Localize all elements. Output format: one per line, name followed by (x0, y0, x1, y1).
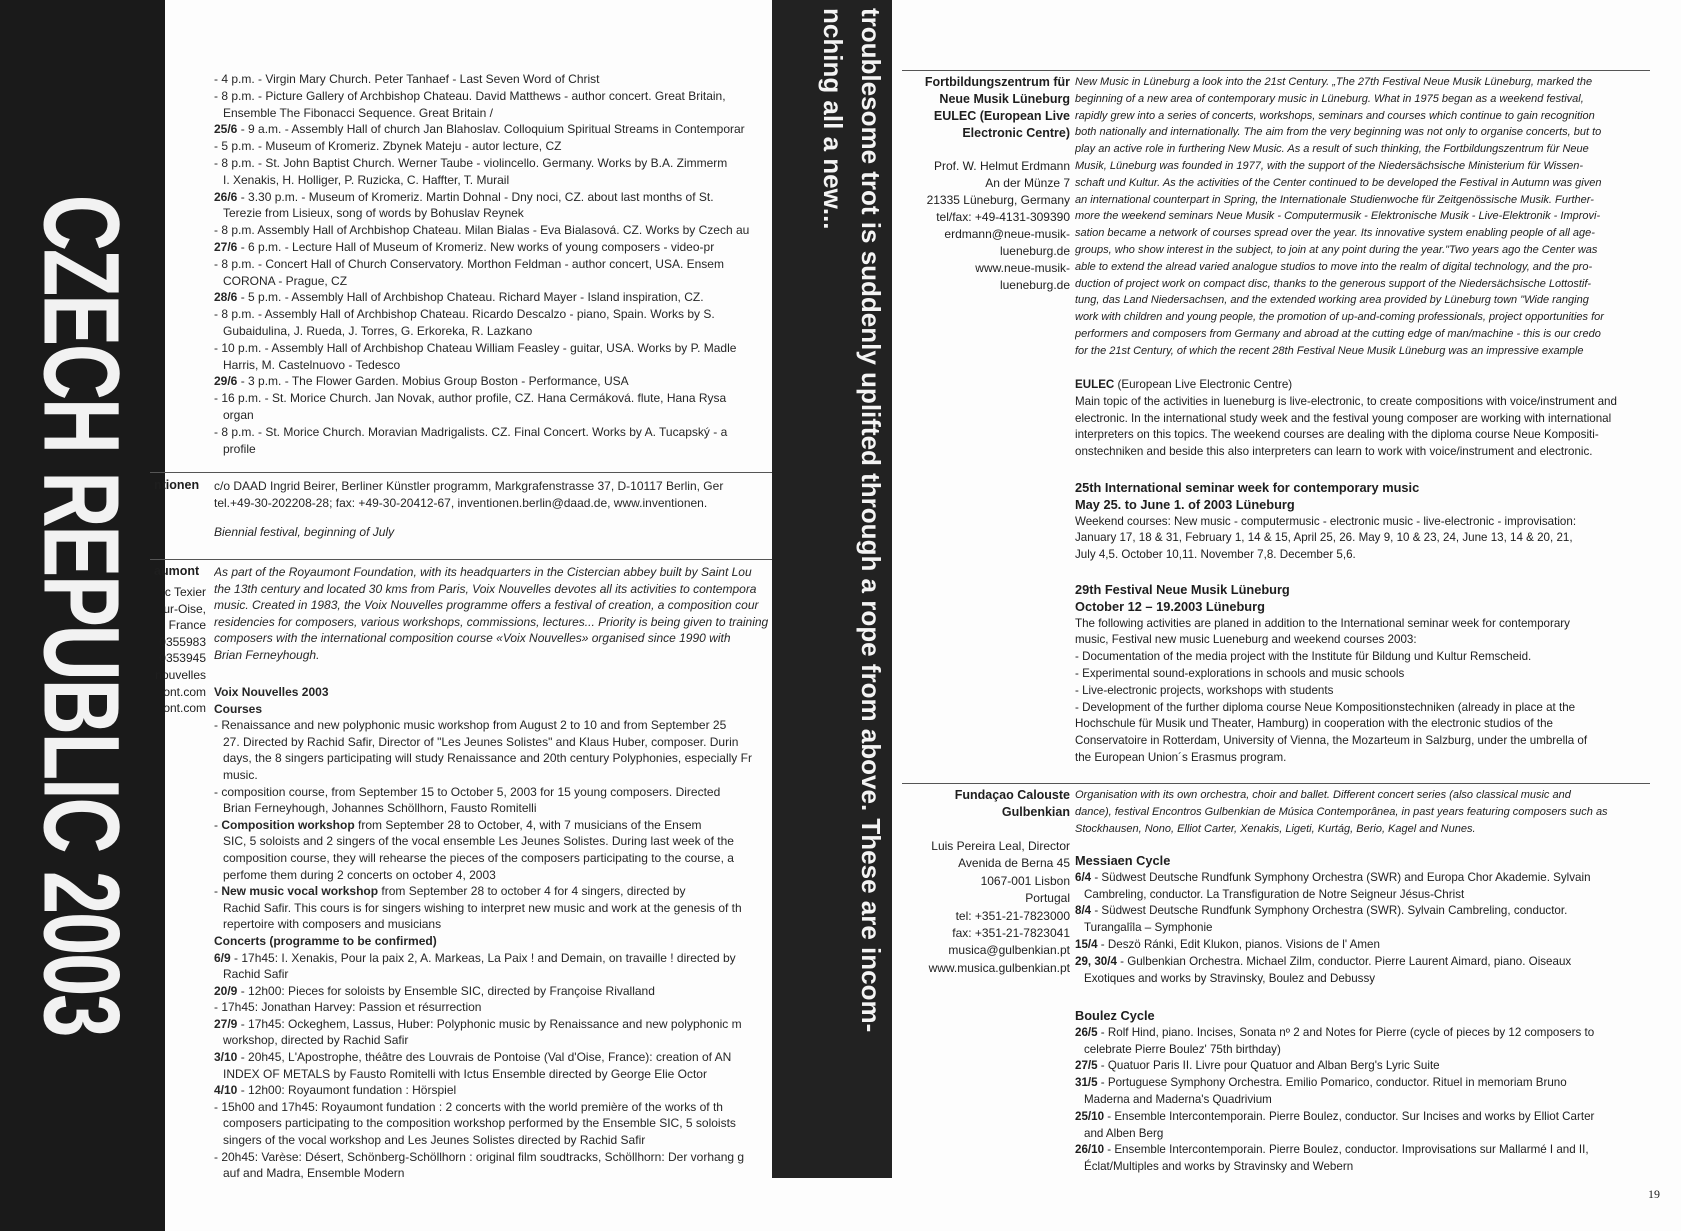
course-line: 27. Directed by Rachid Safir, Director of "Les Jeunes Solistes" and Klaus Huber, composer. Durin (223, 734, 739, 749)
fbz-text-line: work with children and young people, the promotion of up-and-coming professionals, project opportunities for (1075, 311, 1604, 324)
inventionen-line: c/o DAAD Ingrid Beirer, Berliner Künstler programm, Markgrafenstrasse 37, D-10117 Berlin, Ger (214, 479, 724, 493)
program-line (214, 373, 770, 390)
program-line: Terezie from Lisieux, song of words by Bohuslav Reynek (223, 206, 524, 221)
section-rule (902, 70, 1650, 71)
concert-line (214, 1049, 770, 1066)
royaumont-address-line: nouvelles (155, 667, 206, 682)
seminar-text-line: Weekend courses: New music - computermusic - electronic music - live-electronic - improvisation: (1075, 514, 1577, 528)
royaumont-address-line: ont.com (163, 701, 206, 716)
program-line: profile (223, 441, 256, 456)
boulez-line-date: 26/10 (1075, 1143, 1105, 1157)
course-line-text: from September 28 to october 4 for 4 singers, directed by (378, 884, 686, 899)
boulez-line-date: 26/5 (1075, 1025, 1098, 1039)
program-line: - 10 p.m. - Assembly Hall of Archbishop Chateau William Feasley - guitar, USA. Works by P. Madle (214, 340, 737, 355)
center-quote-strip (772, 0, 892, 1178)
gulbenkian-contact-line: www.musica.gulbenkian.pt (928, 960, 1070, 975)
gulbenkian-contact (880, 838, 1070, 977)
gulbenkian-intro-line: Stockhausen, Nono, Elliot Carter, Xenakis, Ligeti, Kurtág, Berio, Kagel and Nunes. (1075, 822, 1476, 835)
gulbenkian-contact-line: Avenida de Berna 45 (958, 856, 1070, 871)
program-line: - 8 p.m. - St. Morice Church. Moravian Madrigalists. CZ. Final Concert. Works by A. Tucapský - a (214, 424, 728, 439)
concert-line-text: - 17h45: Ockeghem, Lassus, Huber: Polyphonic music by Renaissance and new polyphonic m (237, 1016, 742, 1031)
fbz-contact-line: lueneburg.de (999, 278, 1070, 292)
gulbenkian-label-line: Gulbenkian (1001, 805, 1070, 819)
fbz-text-line: New Music in Lüneburg a look into the 21st Century. „The 27th Festival Neue Musik Lüneburg, marked the (1075, 76, 1593, 88)
eulec-block (1075, 377, 1650, 461)
boulez-line-text: - Quatuor Paris II. Livre pour Quatuor and Alban Berg's Lyric Suite (1097, 1059, 1440, 1073)
messiaen-line (1075, 903, 1650, 920)
festival-heading: 29th Festival Neue Musik Lüneburg (1075, 582, 1290, 597)
boulez-block (1075, 1008, 1650, 1176)
fbz-text-line: an international counterpart in Spring, the Internationale Studienwoche für Zeitgenössische Musik. Further- (1075, 193, 1594, 206)
boulez-line-text: celebrate Pierre Boulez' 75th birthday) (1084, 1042, 1281, 1056)
royaumont-address-line: ur-Oise, (163, 601, 206, 616)
royaumont-label: aumont (154, 564, 200, 578)
concert-line: Rachid Safir (223, 967, 289, 982)
fbz-text-line: Musik, Lüneburg was founded in 1977, with the support of the Niedersächsische Ministerium für Wissen- (1075, 159, 1583, 172)
gulbenkian-contact-line: fax: +351-21-7823041 (952, 926, 1070, 941)
gulbenkian-labels (880, 787, 1070, 821)
fbz-text-line: schaft und Kultur. As the activities of the Center continued to be developed the Festival in Autumn was given (1075, 176, 1602, 189)
eulec-text-line: Main topic of the activities in lueneburg is live-electronic, to create compositions with voice/instrument and (1075, 394, 1617, 408)
fortbildungszentrum-contact (880, 158, 1070, 294)
concert-line (214, 950, 770, 967)
fbz-contact-line: www.neue-musik- (975, 261, 1070, 275)
boulez-line-text: - Rolf Hind, piano. Incises, Sonata nº 2 and Notes for Pierre (cycle of pieces by 12 composers to (1097, 1025, 1595, 1039)
program-line: - 5 p.m. - Museum of Kromeriz. Zbynek Mateju - autor lecture, CZ (214, 139, 562, 154)
boulez-line-text: - Portuguese Symphony Orchestra. Emilio Pomarico, conductor. Rituel in memoriam Bruno (1097, 1076, 1567, 1090)
courses-list (214, 717, 770, 933)
eulec-description (1075, 394, 1650, 461)
messiaen-list (1075, 870, 1650, 988)
concert-line-date: 20/9 (214, 983, 238, 998)
course-line: Brian Ferneyhough, Johannes Schöllhorn, Fausto Romitelli (223, 801, 537, 816)
concert-line: - 15h00 and 17h45: Royaumont fundation : 2 concerts with the world première of the works of th (214, 1099, 723, 1114)
gulbenkian-contact-line: tel: +351-21-7823000 (955, 908, 1070, 923)
royaumont-intro-line: Brian Ferneyhough. (214, 647, 320, 662)
course-line (214, 883, 770, 900)
concerts-title: Concerts (programme to be confirmed) (214, 933, 437, 948)
concert-line: workshop, directed by Rachid Safir (223, 1033, 409, 1048)
festival-text-line: music, Festival new music Lueneburg and weekend courses 2003: (1075, 633, 1417, 647)
banner-title-text: CZECH REPUBLIC 2003 (21, 194, 143, 1036)
boulez-line (1075, 1058, 1650, 1075)
festival-item: - Documentation of the media project with the Institute für Bildung und Kultur Remscheid. (1075, 650, 1532, 664)
inventionen-label: ntionen (154, 478, 200, 492)
course-line: music. (223, 767, 258, 782)
royaumont-intro (214, 564, 770, 664)
messiaen-line-text: - Deszö Ránki, Edit Klukon, pianos. Visions de l' Amen (1097, 937, 1380, 951)
program-line: - 8 p.m. - St. John Baptist Church. Werner Taube - violincello. Germany. Works by B.A. Zimmerm (214, 155, 728, 170)
messiaen-line-text: Cambreling, conductor. La Transfiguration de Notre Seigneur Jésus-Christ (1084, 887, 1465, 901)
messiaen-line-text: Exotiques and works by Stravinsky, Boulez and Debussy (1084, 971, 1376, 985)
messiaen-line (1075, 870, 1650, 887)
messiaen-title: Messiaen Cycle (1075, 853, 1171, 868)
messiaen-line (1075, 971, 1650, 988)
concert-line: singers of the vocal workshop and Les Jeunes Solistes directed by Rachid Safir (223, 1133, 646, 1148)
inventionen-note: Biennial festival, beginning of July (214, 524, 395, 539)
royaumont-address-line: France (168, 618, 206, 633)
section-rule (150, 559, 772, 560)
royaumont-intro-line: As part of the Royaumont Foundation, with its headquarters in the Cistercian abbey built by Saint Lou (214, 565, 752, 579)
royaumont-intro-line: music. Created in 1983, the Voix Nouvelles programme offers a festival of creation, a composition cour (214, 598, 759, 613)
royaumont-intro-line: residencies for composers, various workshops, commissions, lectures... Priority is being given to training (214, 614, 769, 629)
messiaen-line-text: - Gulbenkian Orchestra. Michael Zilm, conductor. Pierre Laurent Aimard, piano. Oiseaux (1116, 954, 1572, 968)
fbz-contact-line: 21335 Lüneburg, Germany (926, 193, 1070, 207)
boulez-line (1075, 1109, 1650, 1126)
seminar-text-line: July 4,5. October 10,11. November 7,8. December 5,6. (1075, 548, 1356, 562)
royaumont-intro-line: the 13th century and located 30 kms from Paris, Voix Nouvelles devotes all its activities to contempora (214, 581, 757, 596)
section-rule (902, 783, 1650, 784)
messiaen-line-date: 15/4 (1075, 937, 1098, 951)
fbz-label-line: Fortbildungszentrum für (924, 75, 1070, 89)
program-line: - 16 p.m. - St. Morice Church. Jan Novak, author profile, CZ. Hana Cermáková. flute, Hana Rysa (214, 391, 727, 406)
festival-item: - Live-electronic projects, workshops with students (1075, 683, 1334, 697)
fbz-contact-line: An der Münze 7 (985, 176, 1070, 190)
eulec-full: (European Live Electronic Centre) (1114, 378, 1293, 391)
program-line (214, 121, 770, 138)
program-line-date: 27/6 (214, 239, 238, 254)
program-line: - 4 p.m. - Virgin Mary Church. Peter Tanhaef - Last Seven Word of Christ (214, 72, 600, 86)
festival-item: Hochschule für Musik und Theater, Hamburg) in cooperation with the electronic studios of the (1075, 717, 1553, 731)
royaumont-address-line: 0353945 (159, 651, 206, 666)
eulec-bold: EULEC (1075, 378, 1115, 391)
program-line: - 8 p.m. - Concert Hall of Church Conservatory. Morthon Feldman - author concert, USA. Ensem (214, 256, 724, 271)
program-line (214, 289, 770, 306)
fbz-text-line: rapidly grew into a series of concerts, workshops, seminars and courses which continue to gain recognition (1075, 109, 1595, 122)
festival-block (1075, 582, 1650, 767)
fbz-label-line: EULEC (European Live (933, 109, 1070, 123)
course-line: - composition course, from September 15 to October 5, 2003 for 15 young composers. Directed (214, 784, 721, 799)
program-line-date: 25/6 (214, 122, 238, 137)
boulez-line-text: - Ensemble Intercontemporain. Pierre Boulez, conductor. Sur Incises and works by Elliot Carter (1104, 1109, 1595, 1123)
seminar-dates: May 25. to June 1. of 2003 Lüneburg (1075, 496, 1295, 512)
concerts-list (214, 950, 770, 1182)
festival-program-column (214, 71, 770, 457)
royaumont-address (140, 584, 206, 717)
boulez-line (1075, 1159, 1650, 1176)
program-line: - 8 p.m. - Assembly Hall of Archbishop Chateau. Ricardo Descalzo - piano, Spain. Works by S. (214, 307, 715, 322)
seminar-heading: 25th International seminar week for contemporary music (1075, 480, 1420, 495)
gulbenkian-intro (1075, 787, 1650, 837)
course-line-text: from September 28 to October, 4, with 7 musicians of the Ensem (354, 817, 702, 832)
course-line: - Renaissance and new polyphonic music workshop from August 2 to 10 and from September 25 (214, 718, 727, 733)
program-line (214, 239, 770, 256)
quote-line-1: troublesome trot is suddenly uplifted through a rope from above. These are incom- (856, 8, 886, 1033)
royaumont-address-line: rc Texier (160, 585, 206, 599)
messiaen-line-text: - Südwest Deutsche Rundfunk Symphony Orchestra (SWR). Sylvain Cambreling, conductor. (1091, 904, 1568, 918)
fortbildungszentrum-labels (880, 74, 1070, 142)
program-line: - 8 p.m. - Picture Gallery of Archbishop Chateau. David Matthews - author concert. Great Britain, (214, 88, 726, 103)
concert-line-text: - 20h45, L'Apostrophe, théâtre des Louvrais de Pontoise (Val d'Oise, France): creation of AN (237, 1050, 732, 1065)
program-line-text: - 5 p.m. - Assembly Hall of Archbishop Chateau. Richard Mayer - Island inspiration, CZ. (237, 290, 704, 305)
fbz-text-line: duction of project work on compact disc, thanks to the generous support of the Niedersächsische Lottostif- (1075, 277, 1592, 290)
concert-line (214, 1082, 770, 1099)
program-line-text: - 9 a.m. - Assembly Hall of church Jan Blahoslav. Colloquium Spiritual Streams in Contemporar (237, 122, 745, 137)
fbz-text-line: groups, who show interest in the subject, to join at any point during the year."Two years ago the Center was (1075, 243, 1598, 256)
program-line-text: - 3.30 p.m. - Museum of Kromeriz. Martin Dohnal - Dny noci, CZ. about last months of St. (237, 189, 714, 204)
concert-line-date: 6/9 (214, 950, 231, 965)
messiaen-line (1075, 887, 1650, 904)
course-line: Rachid Safir. This cours is for singers wishing to interpret new music and work at the genesis of th (223, 900, 742, 915)
voix-nouvelles-title: Voix Nouvelles 2003 (214, 685, 329, 699)
eulec-text-line: interpreters on this topics. The weekend courses are dealing with the diploma course Neue Kompositi- (1075, 428, 1599, 442)
concert-line-date: 4/10 (214, 1083, 238, 1098)
festival-item: the European Union´s Erasmus program. (1075, 750, 1287, 764)
program-line: Harris, M. Castelnuovo - Tedesco (223, 357, 401, 372)
concert-line-text: - 17h45: I. Xenakis, Pour la paix 2, A. Markeas, La Paix ! and Demain, on travaille ! directed by (230, 950, 736, 965)
messiaen-line (1075, 954, 1650, 971)
program-line-text: - 6 p.m. - Lecture Hall of Museum of Kromeriz. New works of young composers - video-pr (237, 239, 715, 254)
course-line-date: Composition workshop (221, 817, 355, 832)
fbz-contact-line: tel/fax: +49-4131-309390 (936, 210, 1070, 224)
course-line-text: - (214, 817, 222, 832)
boulez-list (1075, 1025, 1650, 1176)
fbz-text-line: beginning of a new area of contemporary music in Lüneburg. What in 1975 began as a weekend festival, (1075, 92, 1584, 105)
course-line-text: - (214, 884, 222, 899)
boulez-line (1075, 1025, 1650, 1042)
inventionen-line: tel.+49-30-202208-28; fax: +49-30-20412-67, inventionen.berlin@daad.de, www.inventionen. (214, 495, 708, 510)
fbz-text-line: performers and composers from Germany and abroad at the cutting edge of man/machine - this is our credo (1075, 327, 1601, 340)
quote-line-2: nching all a new... (818, 8, 848, 230)
boulez-line-date: 25/10 (1075, 1109, 1105, 1123)
gulbenkian-intro-line: Organisation with its own orchestra, choir and ballet. Different concert series (also classical music and (1075, 789, 1571, 801)
courses-title: Courses (214, 701, 263, 716)
concert-line: auf and Madra, Ensemble Modern (223, 1166, 405, 1181)
fbz-text-line: tung, das Land Niedersachsen, and the extended working area provided by Lüneburg town "Wide ranging (1075, 294, 1589, 307)
gulbenkian-contact-line: Luis Pereira Leal, Director (931, 839, 1070, 853)
festival-activities (1075, 649, 1650, 767)
messiaen-line (1075, 937, 1650, 954)
boulez-line (1075, 1042, 1650, 1059)
program-line: - 8 p.m. Assembly Hall of Archbishop Chateau. Milan Bialas - Eva Bialasová. CZ. Works by Czech au (214, 223, 750, 238)
fbz-text-line: play an active role in furthering New Music. As a result of such thinking, the Fortbildungszentrum für Neue (1075, 143, 1589, 156)
page-number: 19 (1648, 1187, 1660, 1201)
concert-line: composers participating to the composition workshop performed by the Ensemble SIC, 5 soloists (223, 1116, 736, 1131)
fbz-label-line: Neue Musik Lüneburg (939, 92, 1070, 106)
concert-line: - 17h45: Jonathan Harvey: Passion et résurrection (214, 1000, 482, 1015)
fbz-text-line: both nationally and internationally. The aim from the very beginning was not only to organise concerts, but to (1075, 126, 1602, 139)
festival-item: - Experimental sound-explorations in schools and music schools (1075, 666, 1405, 680)
boulez-line-text: Éclat/Multiples and works by Stravinsky and Webern (1084, 1160, 1354, 1174)
program-line-date: 26/6 (214, 189, 238, 204)
messiaen-line (1075, 920, 1650, 937)
concert-line-date: 3/10 (214, 1050, 238, 1065)
program-line (214, 189, 770, 206)
section-rule (150, 472, 772, 473)
fbz-text-line: able to extend the alread varied analogue studios to move into the realm of digital technology, and the pro- (1075, 260, 1593, 273)
fbz-text-line: for the 21st Century, of which the recent 28th Festival Neue Musik Lüneburg was an impressive example (1075, 344, 1584, 357)
gulbenkian-contact-line: musica@gulbenkian.pt (948, 943, 1070, 958)
concert-line: - 20h45: Varèse: Désert, Schönberg-Schöllhorn : original film soudtracks, Schöllhorn: Der vorhang g (214, 1149, 745, 1164)
seminar-text-line: January 17, 18 & 31, February 1, 14 & 15, April 25, 26. May 9, 10 & 23, 24, June 13, 14 & 20, 21, (1075, 531, 1573, 545)
fbz-text-line: sation became a network of courses spread over the year. Its innovative system enabling people of all age- (1075, 227, 1595, 240)
boulez-line-date: 27/5 (1075, 1059, 1098, 1073)
fbz-contact-line: lueneburg.de (999, 244, 1070, 258)
program-line: Ensemble The Fibonacci Sequence. Great Britain / (223, 105, 493, 120)
festival-item: Conservatoire in Rotterdam, University of Vienna, the Mozarteum in Salzburg, under the umbrella of (1075, 734, 1588, 748)
gulbenkian-label-line: Fundaçao Calouste (954, 788, 1070, 802)
royaumont-address-line: ont.com (163, 684, 206, 699)
royaumont-address-line: 0355983 (159, 634, 206, 649)
messiaen-block (1075, 853, 1650, 987)
gulbenkian-contact-line: Portugal (1025, 891, 1070, 906)
inventionen-contact (214, 478, 770, 540)
messiaen-line-date: 8/4 (1075, 904, 1092, 918)
eulec-text-line: onstechniken and beside this also interpreters can learn to work with voice/instrument and electronic. (1075, 445, 1593, 459)
voix-nouvelles-block (214, 684, 770, 1182)
concert-line-text: - 12h00: Royaumont fundation : Hörspiel (237, 1083, 457, 1098)
royaumont-intro-line: composers with the international composition course «Voix Nouvelles» organised since 1990 with (214, 631, 731, 646)
boulez-line (1075, 1142, 1650, 1159)
messiaen-line-date: 6/4 (1075, 870, 1092, 884)
boulez-line (1075, 1092, 1650, 1109)
festival-schedule (214, 71, 770, 457)
program-line: organ (223, 407, 254, 422)
course-line-date: New music vocal workshop (221, 884, 379, 899)
fbz-label-line: Electronic Centre) (962, 126, 1070, 140)
program-line-text: - 3 p.m. - The Flower Garden. Mobius Group Boston - Performance, USA (237, 374, 629, 389)
messiaen-line-date: 29, 30/4 (1075, 954, 1117, 968)
concert-line (214, 983, 770, 1000)
boulez-line (1075, 1075, 1650, 1092)
fbz-text-line: more the weekend seminars Neue Musik - Computermusik - Elektronische Musik - Live-Elektronik - Improvi- (1075, 210, 1601, 223)
boulez-line-text: and Alben Berg (1084, 1126, 1164, 1140)
banner-title (20, 31, 145, 1198)
festival-description (1075, 616, 1650, 650)
course-line (214, 817, 770, 834)
boulez-title: Boulez Cycle (1075, 1008, 1155, 1023)
concert-line-text: - 12h00: Pieces for soloists by Ensemble SIC, directed by Françoise Rivalland (237, 983, 655, 998)
seminar-block (1075, 480, 1650, 564)
course-line: composition course, they will rehearse the pieces of the composers participating to the course, a (223, 850, 734, 865)
boulez-line (1075, 1126, 1650, 1143)
boulez-line-text: Maderna and Maderna's Quadrivium (1084, 1092, 1272, 1106)
course-line: SIC, 5 soloists and 2 singers of the vocal ensemble Les Jeunes Solistes. During last week of the (223, 834, 734, 849)
course-line: perfome them during 2 concerts on october 4, 2003 (223, 867, 496, 882)
gulbenkian-contact-line: 1067-001 Lisbon (980, 873, 1070, 888)
boulez-line-date: 31/5 (1075, 1076, 1098, 1090)
gulbenkian-intro-line: dance), festival Encontros Gulbenkian de Música Contemporânea, in past years featuring composers such as (1075, 805, 1608, 818)
course-line: days, the 8 singers participating will study Renaissance and 20th century Polyphonies, especially Fr (223, 751, 752, 766)
fbz-contact-line: Prof. W. Helmut Erdmann (933, 159, 1070, 173)
boulez-line-text: - Ensemble Intercontemporain. Pierre Boulez, conductor. Improvisations sur Mallarmé I and II, (1104, 1143, 1589, 1157)
concert-line: INDEX OF METALS by Fausto Romitelli with Ictus Ensemble directed by George Elie Octor (223, 1066, 707, 1081)
course-line: repertoire with composers and musicians (223, 917, 442, 932)
program-line: CORONA - Prague, CZ (223, 273, 348, 288)
program-line: Gubaidulina, J. Rueda, J. Torres, G. Erkoreka, R. Lazkano (223, 323, 533, 338)
festival-item: - Development of the further diploma course Neue Kompositionstechniken (already in place at the (1075, 700, 1576, 714)
festival-dates: October 12 – 19.2003 Lüneburg (1075, 598, 1265, 614)
program-line: I. Xenakis, H. Holliger, P. Ruzicka, C. Haffter, T. Murail (223, 172, 510, 187)
concert-line (214, 1016, 770, 1033)
program-line-date: 29/6 (214, 374, 238, 389)
concert-line-date: 27/9 (214, 1016, 238, 1031)
eulec-text-line: electronic. In the international study week and the festival young composer are working with international (1075, 411, 1612, 425)
festival-text-line: The following activities are planed in addition to the International seminar week for contemporary (1075, 616, 1570, 630)
fbz-contact-line: erdmann@neue-musik- (944, 227, 1070, 241)
messiaen-line-text: Turangalîla – Symphonie (1084, 921, 1213, 935)
messiaen-line-text: - Südwest Deutsche Rundfunk Symphony Orchestra (SWR) and Europa Chor Akademie. Sylvain (1091, 870, 1591, 884)
seminar-description (1075, 514, 1650, 564)
fortbildungszentrum-description (1075, 74, 1650, 360)
program-line-date: 28/6 (214, 290, 238, 305)
